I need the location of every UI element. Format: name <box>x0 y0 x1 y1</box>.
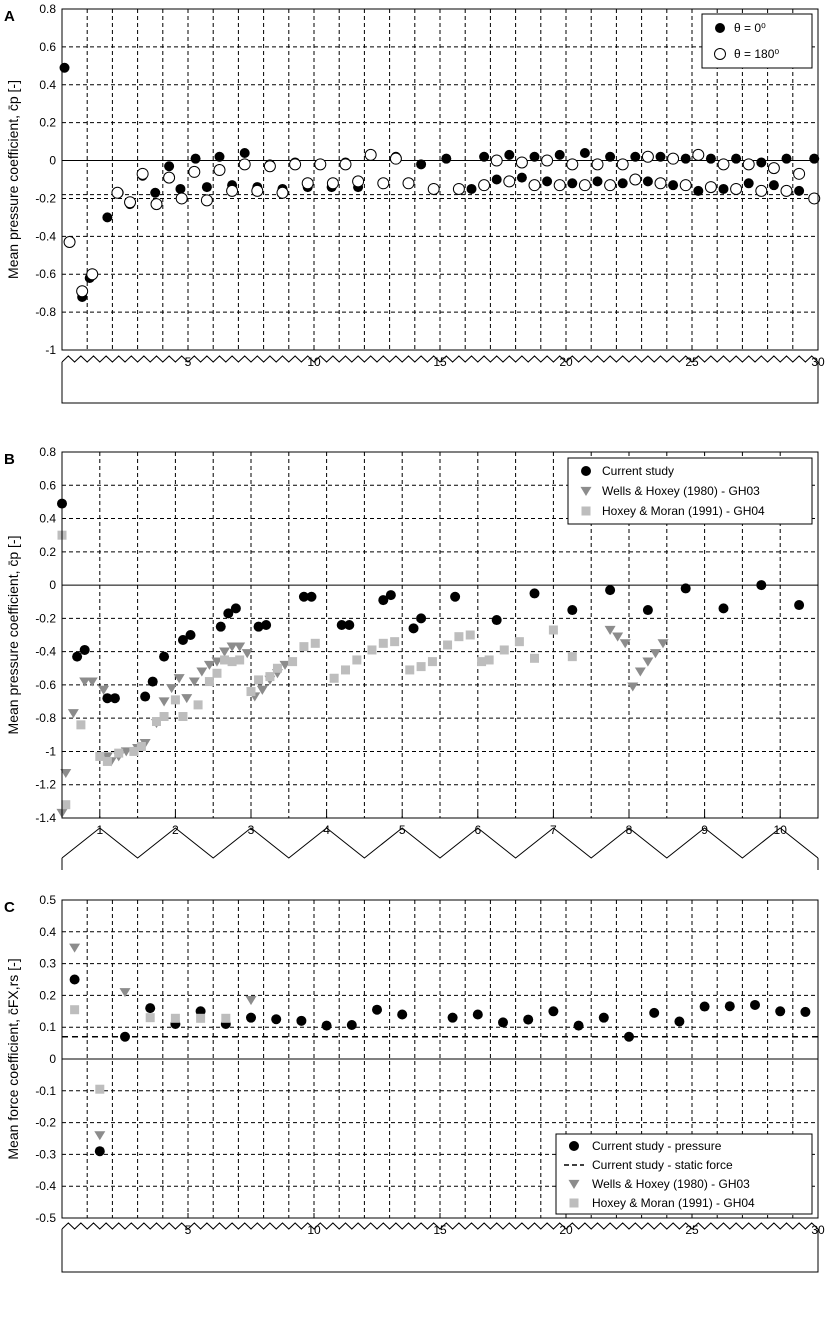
x-tick-label: 5 <box>184 355 192 369</box>
data-point <box>719 603 729 613</box>
data-point <box>750 1000 760 1010</box>
data-point <box>599 1013 609 1023</box>
data-point <box>530 588 540 598</box>
data-point <box>642 657 653 666</box>
data-point <box>191 154 201 164</box>
data-point <box>347 1020 357 1030</box>
y-tick-label: -0.2 <box>35 191 56 206</box>
data-point <box>171 1014 180 1023</box>
legend-square-marker <box>570 1199 579 1208</box>
data-point <box>137 168 148 179</box>
data-point <box>705 182 716 193</box>
data-point <box>568 652 577 661</box>
data-point <box>700 1002 710 1012</box>
data-point <box>605 180 616 191</box>
data-point <box>231 603 241 613</box>
legend-label: Wells & Hoxey (1980) - GH03 <box>602 484 760 498</box>
y-tick-label: -0.6 <box>35 677 56 692</box>
data-point <box>554 180 565 191</box>
data-point <box>794 600 804 610</box>
data-point <box>485 655 494 664</box>
data-point <box>140 692 150 702</box>
data-point <box>428 183 439 194</box>
data-point <box>643 605 653 615</box>
data-point <box>175 184 185 194</box>
series-square <box>70 1005 230 1093</box>
data-point <box>718 159 729 170</box>
data-point <box>186 630 196 640</box>
data-point <box>769 180 779 190</box>
data-point <box>112 187 123 198</box>
data-point <box>261 620 271 630</box>
data-point <box>367 645 376 654</box>
data-point <box>299 642 308 651</box>
x-tick-label: 9 <box>701 823 708 837</box>
legend <box>568 458 812 524</box>
data-point <box>681 583 691 593</box>
data-point <box>80 645 90 655</box>
data-point <box>450 592 460 602</box>
data-point <box>110 693 120 703</box>
data-point <box>567 178 577 188</box>
data-point <box>492 615 502 625</box>
data-point <box>176 193 187 204</box>
data-point <box>290 159 301 170</box>
data-point <box>120 1032 130 1042</box>
data-point <box>405 665 414 674</box>
data-point <box>379 639 388 648</box>
data-point <box>221 1014 230 1023</box>
data-point <box>271 1014 281 1024</box>
data-point <box>103 757 112 766</box>
y-tick-label: 0.3 <box>39 956 56 971</box>
data-point <box>171 695 180 704</box>
panel-b <box>4 445 818 837</box>
data-point <box>516 157 527 168</box>
data-point <box>296 1016 306 1026</box>
data-point <box>70 975 80 985</box>
data-point <box>239 159 250 170</box>
y-tick-label: -0.8 <box>35 305 56 320</box>
y-tick-label: -0.6 <box>35 267 56 282</box>
data-point <box>630 174 641 185</box>
data-point <box>635 667 646 676</box>
data-point <box>145 1003 155 1013</box>
data-point <box>327 178 338 189</box>
data-point <box>265 672 274 681</box>
data-point <box>246 996 257 1005</box>
y-tick-label: -1 <box>45 744 56 759</box>
data-point <box>150 188 160 198</box>
panel-a <box>4 2 825 369</box>
data-point <box>448 1013 458 1023</box>
legend-filled-circle-marker <box>715 23 725 33</box>
y-tick-label: -1 <box>45 343 56 357</box>
x-tick-label: 30 <box>811 1223 825 1237</box>
data-point <box>555 150 565 160</box>
x-tick-label: 20 <box>559 355 573 369</box>
data-point <box>768 163 779 174</box>
data-point <box>315 159 326 170</box>
data-point <box>693 149 704 160</box>
panel-label: A <box>4 8 15 25</box>
data-point <box>579 180 590 191</box>
x-tick-label: 3 <box>247 823 255 837</box>
data-point <box>515 637 524 646</box>
data-point <box>252 185 263 196</box>
data-point <box>466 631 475 640</box>
y-tick-label: -0.4 <box>35 1179 56 1194</box>
y-axis-label: Mean pressure coefficient, c̄p [-] <box>5 80 21 279</box>
legend-label: Wells & Hoxey (1980) - GH03 <box>592 1177 750 1191</box>
panel-c <box>4 893 825 1237</box>
data-point <box>60 63 70 73</box>
data-point <box>196 667 207 676</box>
y-tick-label: 0 <box>49 1052 56 1066</box>
data-point <box>781 185 792 196</box>
x-tick-label: 15 <box>433 1223 447 1237</box>
panel-label: B <box>4 451 15 468</box>
legend-label: Current study - static force <box>592 1158 733 1172</box>
x-tick-label: 10 <box>307 355 321 369</box>
data-point <box>159 652 169 662</box>
x-tick-label: 20 <box>559 1223 573 1237</box>
x-tick-label: 15 <box>433 355 447 369</box>
data-point <box>77 286 88 297</box>
data-point <box>69 944 80 953</box>
y-tick-label: 0.1 <box>39 1020 56 1035</box>
x-tick-label: 4 <box>323 823 330 837</box>
data-point <box>605 585 615 595</box>
data-point <box>254 675 263 684</box>
y-axis-label: Mean force coefficient, c̄FX,rs [-] <box>5 958 21 1160</box>
y-tick-label: 0.4 <box>39 924 56 939</box>
data-point <box>731 154 741 164</box>
data-point <box>288 657 297 666</box>
data-point <box>574 1021 584 1031</box>
data-point <box>744 178 754 188</box>
data-point <box>567 159 578 170</box>
data-point <box>70 1005 79 1014</box>
data-point <box>365 149 376 160</box>
x-tick-label: 1 <box>96 823 104 837</box>
data-point <box>148 677 158 687</box>
data-point <box>306 592 316 602</box>
legend-label: Hoxey & Moran (1991) - GH04 <box>592 1196 755 1210</box>
data-point <box>76 720 85 729</box>
y-tick-label: 0.4 <box>39 511 56 526</box>
x-tick-label: 8 <box>625 823 633 837</box>
y-tick-label: 0.8 <box>39 2 56 16</box>
data-point <box>794 168 805 179</box>
data-point <box>693 186 703 196</box>
data-point <box>492 175 502 185</box>
data-point <box>273 664 282 673</box>
y-tick-label: -0.5 <box>35 1211 56 1225</box>
data-point <box>743 159 754 170</box>
data-point <box>227 185 238 196</box>
y-tick-label: 0.2 <box>39 115 56 130</box>
x-tick-label: 25 <box>685 355 699 369</box>
data-point <box>542 176 552 186</box>
series-square <box>58 531 577 810</box>
data-point <box>443 640 452 649</box>
data-point <box>390 153 401 164</box>
data-point <box>240 148 250 158</box>
legend <box>702 14 812 68</box>
data-point <box>517 173 527 183</box>
data-point <box>151 199 162 210</box>
data-point <box>164 161 174 171</box>
y-tick-label: -1.2 <box>35 777 56 792</box>
data-point <box>102 212 112 222</box>
data-point <box>277 187 288 198</box>
data-point <box>479 180 490 191</box>
data-point <box>202 182 212 192</box>
data-point <box>95 1085 104 1094</box>
data-point <box>330 674 339 683</box>
data-point <box>630 152 640 162</box>
panel-label: C <box>4 899 15 916</box>
data-point <box>215 152 225 162</box>
data-point <box>719 184 729 194</box>
legend-label: θ = 180⁰ <box>734 47 780 61</box>
data-point <box>504 176 515 187</box>
y-tick-label: 0.5 <box>39 893 56 907</box>
data-point <box>164 172 175 183</box>
data-point <box>756 580 766 590</box>
data-point <box>311 639 320 648</box>
x-tick-label: 25 <box>685 1223 699 1237</box>
data-point <box>196 1014 205 1023</box>
data-point <box>219 648 230 657</box>
y-tick-label: -1.4 <box>35 811 56 825</box>
data-point <box>146 1013 155 1022</box>
data-point <box>68 709 79 718</box>
data-point <box>491 155 502 166</box>
data-point <box>655 178 666 189</box>
data-point <box>205 677 214 686</box>
legend-label: Hoxey & Moran (1991) - GH04 <box>602 504 765 518</box>
data-point <box>159 697 170 706</box>
data-point <box>656 152 666 162</box>
data-point <box>453 183 464 194</box>
data-point <box>416 159 426 169</box>
data-point <box>352 655 361 664</box>
data-point <box>72 652 82 662</box>
y-tick-label: 0.8 <box>39 445 56 459</box>
data-point <box>386 590 396 600</box>
data-point <box>605 152 615 162</box>
data-point <box>340 159 351 170</box>
data-point <box>794 186 804 196</box>
data-point <box>649 1008 659 1018</box>
data-point <box>542 155 553 166</box>
x-tick-label: 2 <box>172 823 179 837</box>
data-point <box>624 1032 634 1042</box>
data-point <box>417 662 426 671</box>
data-point <box>523 1015 533 1025</box>
data-point <box>378 178 389 189</box>
x-tick-label: 6 <box>474 823 482 837</box>
legend-filled-circle-marker <box>569 1141 579 1151</box>
data-point <box>125 197 136 208</box>
data-point <box>390 637 399 646</box>
data-point <box>341 665 350 674</box>
data-point <box>95 1146 105 1156</box>
data-point <box>409 623 419 633</box>
data-point <box>372 1005 382 1015</box>
legend-filled-circle-marker <box>581 466 591 476</box>
y-tick-label: 0.4 <box>39 77 56 92</box>
data-point <box>264 161 275 172</box>
y-tick-label: -0.1 <box>35 1083 56 1098</box>
data-point <box>87 677 98 686</box>
data-point <box>593 176 603 186</box>
legend-square-marker <box>582 507 591 516</box>
data-point <box>782 154 792 164</box>
x-tick-label: 5 <box>184 1223 192 1237</box>
data-point <box>137 742 146 751</box>
x-tick-label: 30 <box>811 355 825 369</box>
data-point <box>681 154 691 164</box>
data-point <box>580 148 590 158</box>
y-tick-label: -0.4 <box>35 644 56 659</box>
data-point <box>498 1017 508 1027</box>
data-point <box>403 178 414 189</box>
data-point <box>592 159 603 170</box>
data-point <box>473 1009 483 1019</box>
data-point <box>800 1007 810 1017</box>
y-tick-label: 0.2 <box>39 988 56 1003</box>
legend-label: Current study <box>602 464 675 478</box>
data-point <box>500 645 509 654</box>
x-tick-label: 7 <box>550 823 557 837</box>
data-point <box>504 150 514 160</box>
data-point <box>467 184 477 194</box>
series-filled-circle <box>57 499 804 704</box>
data-point <box>549 626 558 635</box>
data-point <box>428 657 437 666</box>
data-point <box>201 195 212 206</box>
data-point <box>618 178 628 188</box>
data-point <box>181 694 192 703</box>
data-point <box>87 269 98 280</box>
data-point <box>235 655 244 664</box>
data-point <box>706 154 716 164</box>
x-tick-label: 10 <box>307 1223 321 1237</box>
series-filled-circle <box>60 63 820 302</box>
data-point <box>212 669 221 678</box>
data-point <box>674 1016 684 1026</box>
legend-label: Current study - pressure <box>592 1139 722 1153</box>
data-point <box>416 613 426 623</box>
data-point <box>775 1006 785 1016</box>
data-point <box>214 165 225 176</box>
data-point <box>441 154 451 164</box>
y-tick-label: -0.8 <box>35 711 56 726</box>
y-tick-label: 0.6 <box>39 478 56 493</box>
data-point <box>642 151 653 162</box>
y-axis-label: Mean pressure coefficient, c̄p [-] <box>5 535 21 735</box>
data-point <box>668 153 679 164</box>
data-point <box>64 237 75 248</box>
data-point <box>216 622 226 632</box>
y-tick-label: -0.2 <box>35 611 56 626</box>
data-point <box>160 712 169 721</box>
data-point <box>247 687 256 696</box>
legend <box>556 1134 812 1214</box>
data-point <box>344 620 354 630</box>
data-point <box>194 700 203 709</box>
data-point <box>189 166 200 177</box>
y-tick-label: 0.6 <box>39 39 56 54</box>
data-point <box>302 178 313 189</box>
data-point <box>530 152 540 162</box>
data-point <box>756 157 766 167</box>
data-point <box>322 1021 332 1031</box>
y-tick-label: 0 <box>49 578 56 593</box>
y-tick-label: -0.4 <box>35 229 56 244</box>
data-point <box>94 1131 105 1140</box>
data-point <box>643 176 653 186</box>
data-point <box>246 1013 256 1023</box>
data-point <box>650 649 661 658</box>
data-point <box>548 1006 558 1016</box>
data-point <box>567 605 577 615</box>
data-point <box>114 749 123 758</box>
data-point <box>725 1001 735 1011</box>
data-point <box>61 800 70 809</box>
y-tick-label: -0.3 <box>35 1147 56 1162</box>
data-point <box>668 180 678 190</box>
y-tick-label: 0 <box>49 153 56 168</box>
data-point <box>454 632 463 641</box>
data-point <box>530 654 539 663</box>
y-tick-label: 0.2 <box>39 544 56 559</box>
data-point <box>397 1009 407 1019</box>
legend-label: θ = 0⁰ <box>734 21 766 35</box>
data-point <box>479 152 489 162</box>
data-point <box>617 159 628 170</box>
data-point <box>178 712 187 721</box>
y-tick-label: -0.2 <box>35 1115 56 1130</box>
x-tick-label: 5 <box>398 823 406 837</box>
data-point <box>529 180 540 191</box>
x-tick-label: 10 <box>773 823 787 837</box>
legend-open-circle-marker <box>715 49 726 60</box>
data-point <box>756 185 767 196</box>
data-point <box>680 180 691 191</box>
data-point <box>731 183 742 194</box>
data-point <box>353 176 364 187</box>
